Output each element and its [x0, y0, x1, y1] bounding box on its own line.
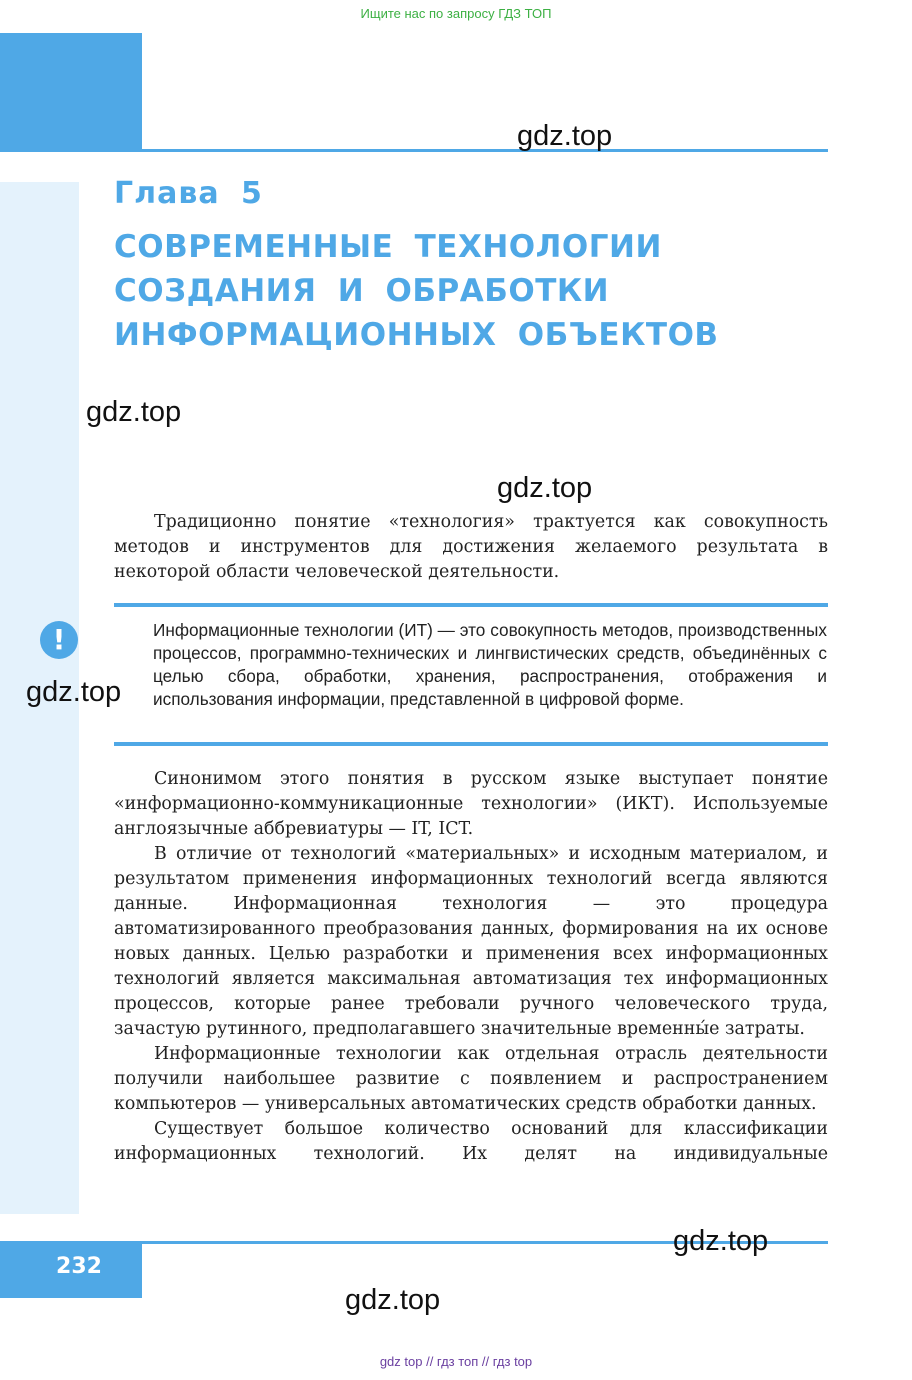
exclamation-icon: ! — [40, 621, 78, 659]
watermark: gdz.top — [517, 120, 613, 152]
intro-paragraph: Традиционно понятие «технология» трактуется как совокупность методов и инструментов для достижения желаемого результата в некоторой области человеческой деятельности. — [114, 512, 828, 582]
corner-accent-block — [0, 33, 142, 152]
chapter-title-line: СОВРЕМЕННЫЕ ТЕХНОЛОГИИ — [114, 229, 662, 265]
watermark: gdz.top — [673, 1225, 769, 1257]
body-paragraph: Существует большое количество оснований для классификации информационных технологий. Их делят на индивидуальные — [114, 1119, 828, 1164]
chapter-title-line: СОЗДАНИЯ И ОБРАБОТКИ — [114, 273, 610, 309]
body-text — [114, 767, 828, 1167]
definition-top-rule — [114, 603, 828, 607]
chapter-label: Глава 5 — [114, 176, 263, 211]
page-number: 232 — [56, 1254, 102, 1279]
watermark: gdz.top — [345, 1284, 441, 1316]
watermark: gdz.top — [26, 676, 122, 708]
top-divider — [142, 149, 828, 152]
definition-bottom-rule — [114, 742, 828, 746]
body-paragraph: В отличие от технологий «материальных» и исходным материалом, и результатом применения информационных технологий всегда являются данные. Информационная технология — это процедура автоматизированного преобразования данных, формирования на их основе новых данных. Целью разработки и применения всех информационных технологий является максимальная автоматизация тех информационных процессов, которые ранее требовали ручного человеческого труда, зачастую рутинного, предполагавшего значительные временны́е затраты. — [114, 844, 828, 1039]
watermark: gdz.top — [497, 472, 593, 504]
footer-banner: gdz top // гдз топ // гдз top — [379, 1354, 533, 1369]
top-banner: Ищите нас по запросу ГДЗ ТОП — [360, 6, 552, 21]
body-paragraph: Информационные технологии как отдельная отрасль деятельности получили наибольшее развитие с появлением и распространением компьютеров — универсальных автоматических средств обработки данных. — [114, 1044, 828, 1114]
chapter-title-line: ИНФОРМАЦИОННЫХ ОБЪЕКТОВ — [114, 317, 719, 353]
body-paragraph: Синонимом этого понятия в русском языке выступает понятие «информационно-коммуникационные технологии» (ИКТ). Используемые англоязычные аббревиатуры — IT, ICT. — [114, 769, 828, 839]
definition-box-text: Информационные технологии (ИТ) — это совокупность методов, производственных процессов, программно-технических и лингвистических средств, объединённых с целью сбора, обработки, хранения, распространения, отображения и использования информации, представленной в цифровой форме. — [153, 620, 827, 709]
chapter-title — [114, 225, 719, 357]
watermark: gdz.top — [86, 396, 182, 428]
